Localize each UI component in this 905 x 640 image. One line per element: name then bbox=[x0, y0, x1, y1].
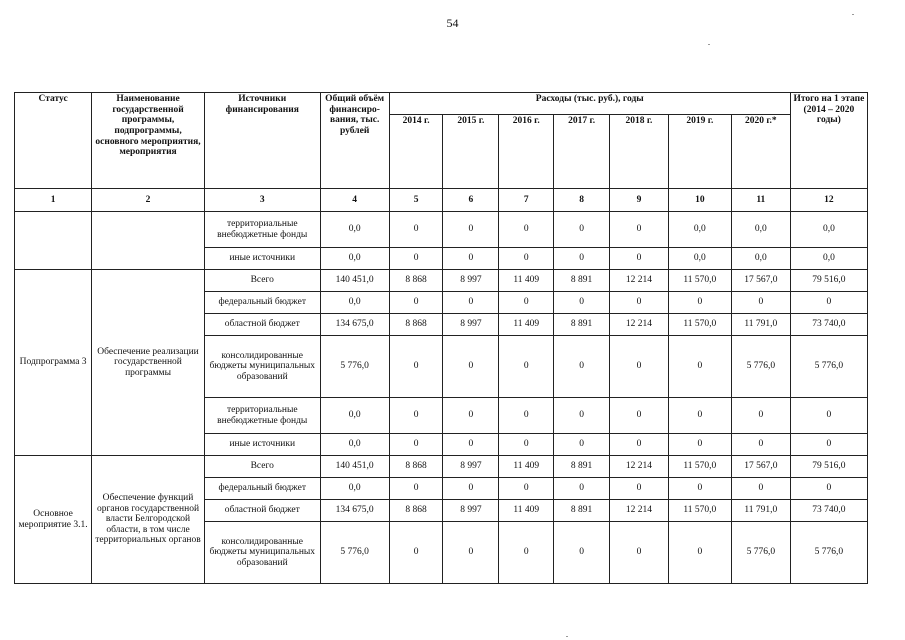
year-cell: 0 bbox=[389, 434, 443, 456]
year-cell: 8 997 bbox=[443, 456, 499, 478]
year-cell: 0 bbox=[668, 336, 731, 398]
total-cell: 0,0 bbox=[320, 434, 389, 456]
year-cell: 0 bbox=[554, 212, 610, 248]
year-cell: 0 bbox=[443, 336, 499, 398]
total-cell: 5 776,0 bbox=[320, 336, 389, 398]
year-cell: 0 bbox=[554, 478, 610, 500]
stage-total-cell: 0 bbox=[790, 292, 867, 314]
header-stage-total: Итого на 1 этапе (2014 – 2020 годы) bbox=[790, 93, 867, 189]
year-cell: 8 891 bbox=[554, 456, 610, 478]
year-cell: 0 bbox=[731, 434, 790, 456]
source-cell: областной бюджет bbox=[204, 500, 320, 522]
year-cell: 0 bbox=[554, 398, 610, 434]
stage-total-cell: 79 516,0 bbox=[790, 456, 867, 478]
stage-total-cell: 0 bbox=[790, 478, 867, 500]
stage-total-cell: 5 776,0 bbox=[790, 336, 867, 398]
year-cell: 0 bbox=[610, 434, 669, 456]
year-cell: 11 409 bbox=[499, 500, 554, 522]
year-cell: 8 891 bbox=[554, 270, 610, 292]
year-cell: 0 bbox=[610, 248, 669, 270]
column-number: 6 bbox=[443, 189, 499, 212]
total-cell: 0,0 bbox=[320, 398, 389, 434]
year-cell: 0 bbox=[499, 398, 554, 434]
year-cell: 0 bbox=[731, 478, 790, 500]
year-cell: 0 bbox=[443, 434, 499, 456]
year-cell: 8 997 bbox=[443, 500, 499, 522]
source-cell: Всего bbox=[204, 456, 320, 478]
year-cell: 12 214 bbox=[610, 270, 669, 292]
table-row bbox=[15, 456, 868, 478]
column-number: 1 bbox=[15, 189, 92, 212]
source-cell: территориальные внебюджетные фонды bbox=[204, 398, 320, 434]
table-row bbox=[15, 212, 868, 248]
year-cell: 0 bbox=[443, 398, 499, 434]
year-cell: 11 570,0 bbox=[668, 314, 731, 336]
year-cell: 11 570,0 bbox=[668, 500, 731, 522]
year-cell: 8 891 bbox=[554, 314, 610, 336]
year-cell: 0,0 bbox=[731, 248, 790, 270]
budget-table bbox=[14, 92, 868, 584]
column-number: 3 bbox=[204, 189, 320, 212]
header-expenses: Расходы (тыс. руб.), годы bbox=[389, 93, 790, 115]
header-year: 2020 г.* bbox=[731, 115, 790, 189]
year-cell: 0,0 bbox=[668, 248, 731, 270]
status-cell: Подпрограмма 3 bbox=[15, 270, 92, 456]
year-cell: 0 bbox=[554, 292, 610, 314]
year-cell: 0 bbox=[554, 248, 610, 270]
year-cell: 0 bbox=[443, 478, 499, 500]
table-row bbox=[15, 270, 868, 292]
year-cell: 0 bbox=[610, 292, 669, 314]
stage-total-cell: 0 bbox=[790, 434, 867, 456]
source-cell: консолидированные бюджеты муниципальных образований bbox=[204, 336, 320, 398]
stage-total-cell: 0,0 bbox=[790, 212, 867, 248]
year-cell: 17 567,0 bbox=[731, 270, 790, 292]
total-cell: 140 451,0 bbox=[320, 456, 389, 478]
year-cell: 8 891 bbox=[554, 500, 610, 522]
column-number: 2 bbox=[92, 189, 205, 212]
year-cell: 5 776,0 bbox=[731, 336, 790, 398]
program-name-cell: Обеспечение функций органов государственной власти Белгородской области, в том числе территориальных органов bbox=[92, 456, 205, 584]
stage-total-cell: 79 516,0 bbox=[790, 270, 867, 292]
year-cell: 8 997 bbox=[443, 314, 499, 336]
column-number: 4 bbox=[320, 189, 389, 212]
year-cell: 12 214 bbox=[610, 500, 669, 522]
year-cell: 0 bbox=[554, 336, 610, 398]
year-cell: 0 bbox=[499, 248, 554, 270]
source-cell: Всего bbox=[204, 270, 320, 292]
year-cell: 0 bbox=[554, 522, 610, 584]
header-status: Статус bbox=[15, 93, 92, 189]
year-cell: 0,0 bbox=[731, 212, 790, 248]
year-cell: 0 bbox=[443, 212, 499, 248]
column-number: 8 bbox=[554, 189, 610, 212]
program-name-cell: Обеспечение реализации государственной программы bbox=[92, 270, 205, 456]
total-cell: 0,0 bbox=[320, 212, 389, 248]
total-cell: 134 675,0 bbox=[320, 314, 389, 336]
source-cell: консолидированные бюджеты муниципальных образований bbox=[204, 522, 320, 584]
year-cell: 11 791,0 bbox=[731, 500, 790, 522]
year-cell: 0 bbox=[610, 398, 669, 434]
year-cell: 0 bbox=[610, 336, 669, 398]
year-cell: 0 bbox=[731, 292, 790, 314]
scan-speck bbox=[566, 636, 568, 637]
header-year: 2014 г. bbox=[389, 115, 443, 189]
year-cell: 8 868 bbox=[389, 500, 443, 522]
year-cell: 0 bbox=[610, 478, 669, 500]
year-cell: 5 776,0 bbox=[731, 522, 790, 584]
year-cell: 8 868 bbox=[389, 270, 443, 292]
source-cell: территориальные внебюджетные фонды bbox=[204, 212, 320, 248]
status-cell: Основное мероприятие 3.1. bbox=[15, 456, 92, 584]
year-cell: 0 bbox=[499, 478, 554, 500]
year-cell: 11 409 bbox=[499, 270, 554, 292]
year-cell: 0 bbox=[668, 398, 731, 434]
column-number: 10 bbox=[668, 189, 731, 212]
header-year: 2018 г. bbox=[610, 115, 669, 189]
total-cell: 134 675,0 bbox=[320, 500, 389, 522]
year-cell: 0 bbox=[499, 434, 554, 456]
year-cell: 12 214 bbox=[610, 456, 669, 478]
column-number: 7 bbox=[499, 189, 554, 212]
source-cell: иные источники bbox=[204, 248, 320, 270]
total-cell: 140 451,0 bbox=[320, 270, 389, 292]
header-year: 2015 г. bbox=[443, 115, 499, 189]
year-cell: 0 bbox=[731, 398, 790, 434]
year-cell: 11 409 bbox=[499, 314, 554, 336]
stage-total-cell: 73 740,0 bbox=[790, 500, 867, 522]
year-cell: 0 bbox=[499, 336, 554, 398]
stage-total-cell: 0,0 bbox=[790, 248, 867, 270]
year-cell: 0 bbox=[499, 522, 554, 584]
program-name-cell bbox=[92, 212, 205, 270]
year-cell: 0 bbox=[443, 522, 499, 584]
year-cell: 0 bbox=[499, 292, 554, 314]
year-cell: 0 bbox=[610, 522, 669, 584]
source-cell: федеральный бюджет bbox=[204, 292, 320, 314]
year-cell: 0 bbox=[668, 478, 731, 500]
year-cell: 0 bbox=[499, 212, 554, 248]
year-cell: 0 bbox=[610, 212, 669, 248]
year-cell: 0 bbox=[668, 292, 731, 314]
status-cell bbox=[15, 212, 92, 270]
year-cell: 0 bbox=[668, 522, 731, 584]
column-number: 11 bbox=[731, 189, 790, 212]
header-year: 2017 г. bbox=[554, 115, 610, 189]
year-cell: 0 bbox=[668, 434, 731, 456]
year-cell: 12 214 bbox=[610, 314, 669, 336]
total-cell: 0,0 bbox=[320, 248, 389, 270]
column-number: 12 bbox=[790, 189, 867, 212]
stage-total-cell: 73 740,0 bbox=[790, 314, 867, 336]
year-cell: 11 409 bbox=[499, 456, 554, 478]
year-cell: 8 868 bbox=[389, 314, 443, 336]
scan-speck bbox=[708, 44, 710, 45]
source-cell: иные источники bbox=[204, 434, 320, 456]
stage-total-cell: 0 bbox=[790, 398, 867, 434]
year-cell: 8 997 bbox=[443, 270, 499, 292]
stage-total-cell: 5 776,0 bbox=[790, 522, 867, 584]
year-cell: 0 bbox=[554, 434, 610, 456]
year-cell: 0 bbox=[389, 522, 443, 584]
header-year: 2016 г. bbox=[499, 115, 554, 189]
column-number: 5 bbox=[389, 189, 443, 212]
year-cell: 0 bbox=[389, 248, 443, 270]
header-name: Наименование государственной программы, подпрограммы, основного мероприятия, мероприятия bbox=[92, 93, 205, 189]
total-cell: 0,0 bbox=[320, 478, 389, 500]
total-cell: 0,0 bbox=[320, 292, 389, 314]
column-number: 9 bbox=[610, 189, 669, 212]
year-cell: 0 bbox=[443, 292, 499, 314]
year-cell: 8 868 bbox=[389, 456, 443, 478]
year-cell: 0 bbox=[389, 336, 443, 398]
year-cell: 11 570,0 bbox=[668, 456, 731, 478]
year-cell: 0 bbox=[389, 398, 443, 434]
year-cell: 11 791,0 bbox=[731, 314, 790, 336]
header-source: Источники финансирования bbox=[204, 93, 320, 189]
page-number: 54 bbox=[446, 16, 459, 30]
source-cell: федеральный бюджет bbox=[204, 478, 320, 500]
scan-speck bbox=[852, 14, 854, 15]
year-cell: 0 bbox=[389, 478, 443, 500]
header-year: 2019 г. bbox=[668, 115, 731, 189]
year-cell: 0 bbox=[389, 292, 443, 314]
year-cell: 0 bbox=[443, 248, 499, 270]
total-cell: 5 776,0 bbox=[320, 522, 389, 584]
year-cell: 11 570,0 bbox=[668, 270, 731, 292]
year-cell: 17 567,0 bbox=[731, 456, 790, 478]
year-cell: 0,0 bbox=[668, 212, 731, 248]
header-total: Общий объём финансиро-вания, тыс. рублей bbox=[320, 93, 389, 189]
year-cell: 0 bbox=[389, 212, 443, 248]
source-cell: областной бюджет bbox=[204, 314, 320, 336]
